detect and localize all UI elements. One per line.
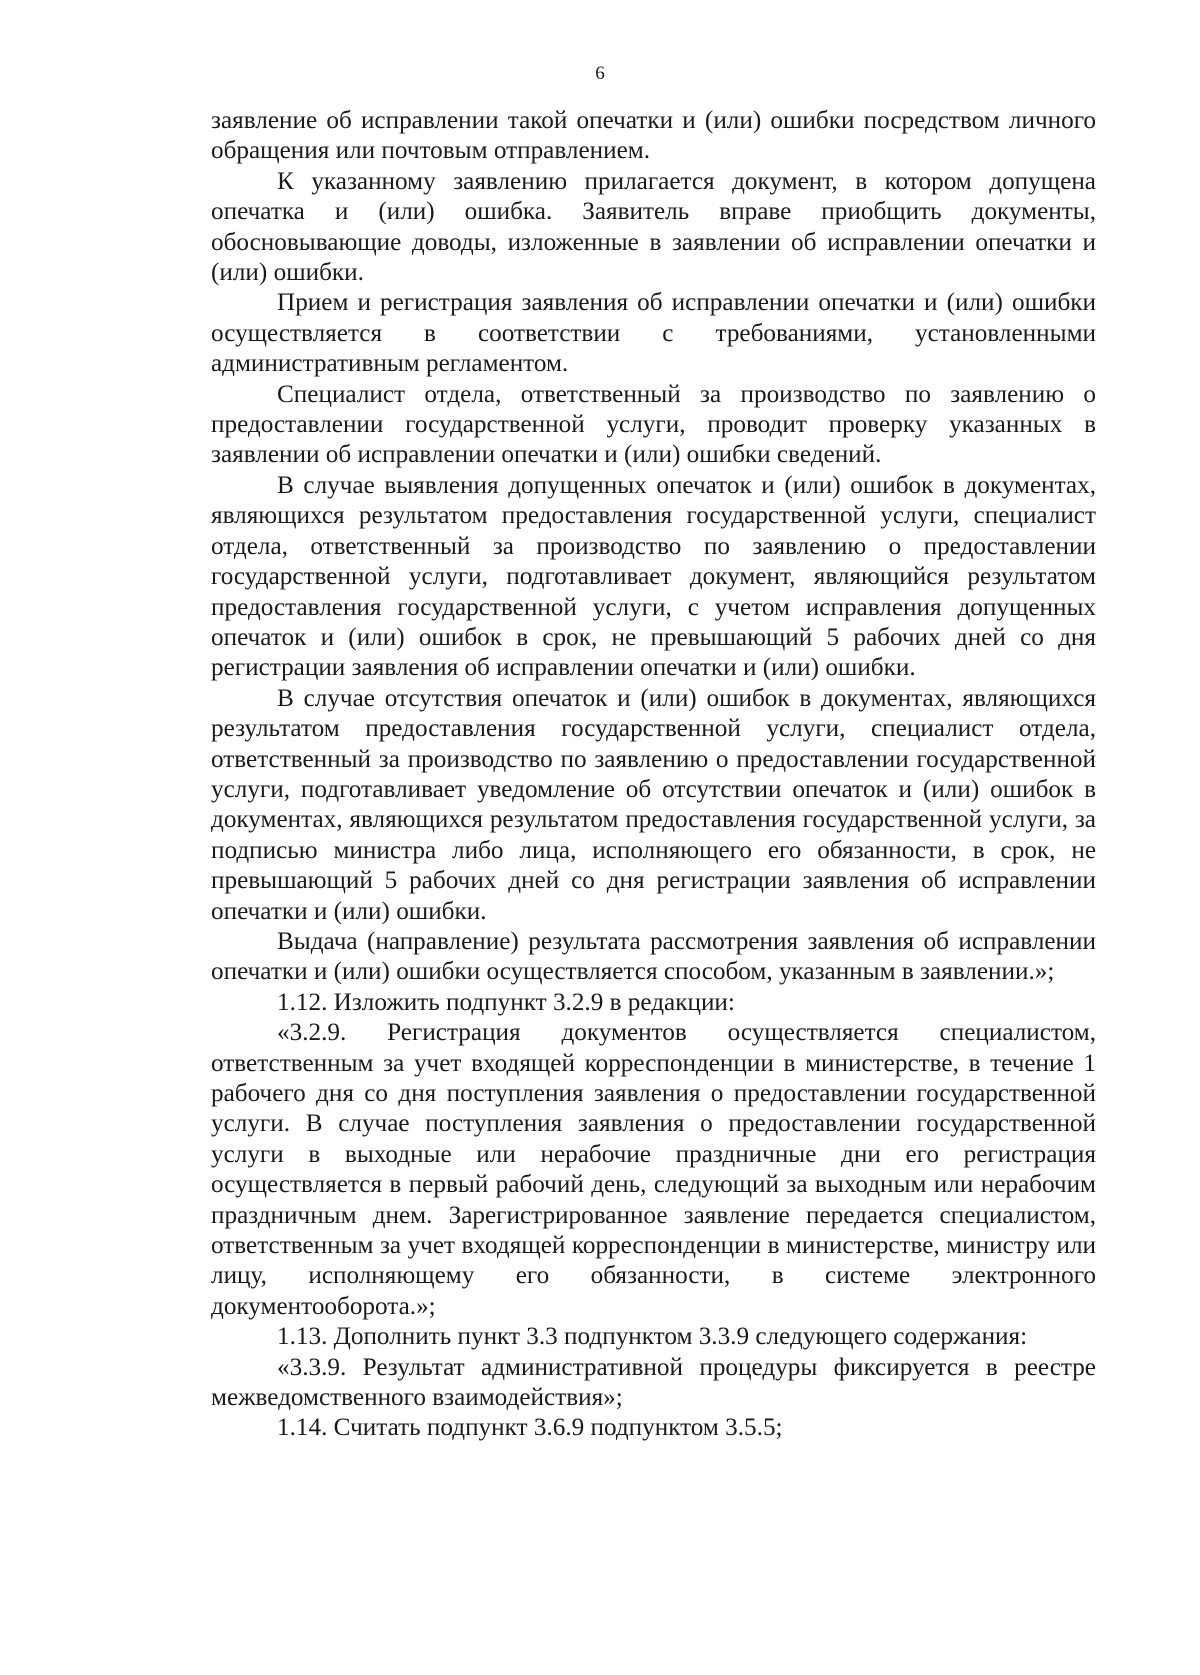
paragraph-delivery: Выдача (направление) результата рассмотрения заявления об исправлении опечатки и (или) ошибки осуществляется способом, указанным в заявлении.»; (211, 927, 1096, 986)
page-number: 6 (595, 63, 605, 84)
paragraph-continuation: заявление об исправлении такой опечатки и (или) ошибки посредством личного обращения или почтовым отправлением. (211, 107, 1096, 165)
paragraph-verification: Специалист отдела, ответственный за производство по заявлению о предоставлении государственной услуги, проводит проверку указанных в заявлении об исправлении опечатки и (или) ошибки сведений. (211, 380, 1096, 469)
paragraph-subitem-3-3-9: «3.3.9. Результат административной процедуры фиксируется в реестре межведомственного взаимодействия»; (211, 1353, 1096, 1412)
paragraph-errors-found: В случае выявления допущенных опечаток и (или) ошибок в документах, являющихся результатом предоставления государственной услуги, специалист отдела, ответственный за производство по заявлению о предоставлении государственной услуги, подготавливает документ, являющийся результатом предоставления государственной услуги, с учетом исправления допущенных опечаток и (или) ошибок в срок, не превышающий 5 рабочих дней со дня регистрации заявления об исправлении опечатки и (или) ошибки. (211, 471, 1096, 682)
paragraph-attachment: К указанному заявлению прилагается документ, в котором допущена опечатка и (или) ошибка. Заявитель вправе приобщить документы, обосновывающие доводы, изложенные в заявлении об исправлении опечатки и (или) ошибки. (211, 167, 1096, 287)
paragraph-item-1-13: 1.13. Дополнить пункт 3.3 подпунктом 3.3.9 следующего содержания: (277, 1323, 1028, 1351)
paragraph-item-1-14: 1.14. Считать подпункт 3.6.9 подпунктом 3.5.5; (277, 1414, 783, 1442)
paragraph-item-1-12: 1.12. Изложить подпункт 3.2.9 в редакции: (277, 988, 735, 1016)
paragraph-reception: Прием и регистрация заявления об исправлении опечатки и (или) ошибки осуществляется в соответствии с требованиями, установленными административным регламентом. (211, 289, 1096, 378)
document-body (211, 106, 1096, 1444)
paragraph-subitem-3-2-9: «3.2.9. Регистрация документов осуществляется специалистом, ответственным за учет входящей корреспонденции в министерстве, в течение 1 рабочего дня со дня поступления заявления о предоставлении государственной услуги. В случае поступления заявления о предоставлении государственной услуги в выходные или нерабочие праздничные дни его регистрация осуществляется в первый рабочий день, следующий за выходным или нерабочим праздничным днем. Зарегистрированное заявление передается специалистом, ответственным за учет входящей корреспонденции в министерстве, министру или лицу, исполняющему его обязанности, в системе электронного документооборота.»; (211, 1019, 1096, 1320)
paragraph-errors-absent: В случае отсутствия опечаток и (или) ошибок в документах, являющихся результатом предоставления государственной услуги, специалист отдела, ответственный за производство по заявлению о предоставлении государственной услуги, подготавливает уведомление об отсутствии опечаток и (или) ошибок в документах, являющихся результатом предоставления государственной услуги, за подписью министра либо лица, исполняющего его обязанности, в срок, не превышающий 5 рабочих дней со дня регистрации заявления об исправлении опечатки и (или) ошибки. (211, 684, 1096, 925)
